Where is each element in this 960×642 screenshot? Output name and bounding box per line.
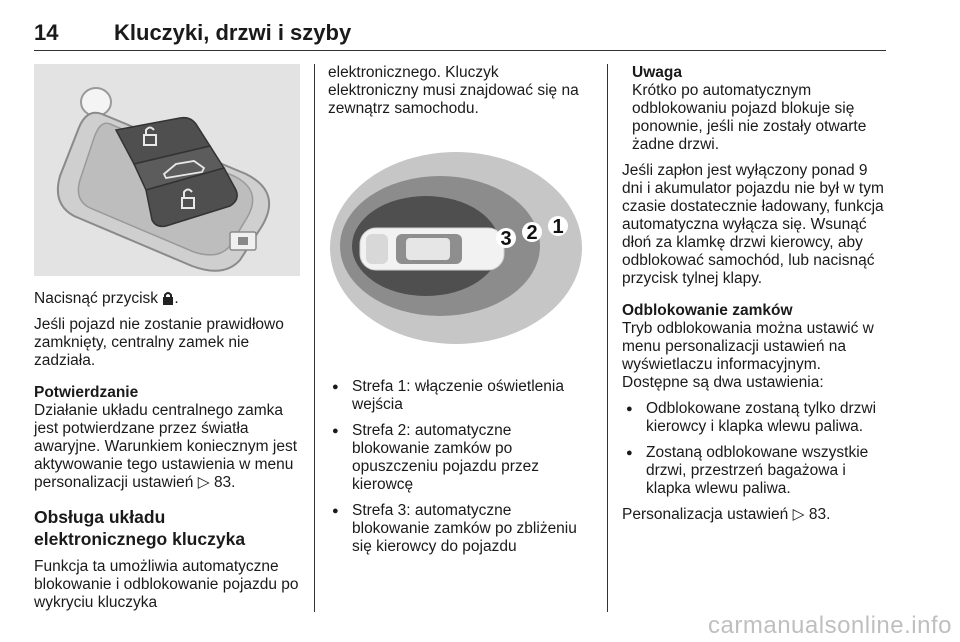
unlock-text: Tryb odblokowania można ustawić w menu personalizacji ustawień na wyświetlaczu informacyjnym. Dostępne są dwa ustawienia: [622, 320, 874, 391]
press-text-suffix: . [174, 290, 179, 307]
note-text: Krótko po automatycznym odblokowaniu pojazd blokuje się ponownie, jeśli nie zostały otwarte żadne drzwi. [632, 82, 867, 153]
unlock-option: ● Odblokowane zostaną tylko drzwi kierowcy i klapka wlewu paliwa. [622, 400, 888, 436]
zone-item: ● Strefa 1: włączenie oświetlenia wejścia [328, 378, 592, 414]
personalization-prefix: Personalizacja ustawień [622, 506, 789, 523]
electronic-key-heading: Obsługa układu elektronicznego kluczyka [34, 507, 246, 549]
not-closed-text: Jeśli pojazd nie zostanie prawidłowo zamknięty, centralny zamek nie zadziała. [34, 316, 284, 369]
ref-arrow-icon: ▷ [197, 474, 210, 491]
unlock-options-list [622, 400, 888, 498]
zone-label-1: 1 [552, 216, 564, 238]
note-box [622, 64, 888, 154]
column-divider-2 [607, 64, 608, 612]
page-header [34, 8, 886, 50]
ignition-text: Jeśli zapłon jest wyłączony ponad 9 dni i akumulator pojazdu nie był w tym czasie dostatecznie ładowany, funkcja automatyczna wyłącza się. Wsunąć dłoń za klamkę drzwi kierowcy, aby odblokować samochód, lub nacisnąć przycisk tylnej klapy. [622, 162, 884, 287]
confirm-ref: 83. [213, 474, 236, 491]
header-rule [34, 50, 886, 51]
zones-list [328, 378, 592, 556]
electronic-key-text: Funkcja ta umożliwia automatyczne blokowanie i odblokowanie pojazdu po wykryciu kluczyka [34, 558, 299, 611]
confirm-heading: Potwierdzanie [34, 384, 139, 401]
watermark: carmanualsonline.info [708, 612, 952, 639]
zone-label-2: 2 [526, 222, 538, 244]
page-title: Kluczyki, drzwi i szyby [114, 20, 352, 45]
zones-diagram [328, 134, 592, 358]
column-divider-1 [314, 64, 315, 612]
key-fob-illustration [34, 64, 300, 276]
press-text-prefix: Nacisnąć przycisk [34, 290, 159, 307]
ref-arrow-icon: ▷ [792, 506, 805, 523]
column-1 [34, 64, 300, 620]
unlock-heading: Odblokowanie zamków [622, 302, 793, 319]
column-3 [622, 64, 888, 532]
zone-item: ● Strefa 3: automatyczne blokowanie zamków po zbliżeniu się kierowcy do pojazdu [328, 502, 592, 556]
continuation-text: elektronicznego. Kluczyk elektroniczny musi znajdować się na zewnątrz samochodu. [328, 64, 579, 117]
confirm-body: Działanie układu centralnego zamka jest potwierdzane przez światła awaryjne. Warunkiem koniecznym jest aktywowanie tego ustawienia w menu personalizacji ustawień [34, 402, 298, 491]
zone-label-3: 3 [500, 228, 512, 250]
lock-icon [162, 291, 174, 305]
column-2 [328, 64, 592, 564]
page-number: 14 [34, 20, 59, 45]
note-title: Uwaga [632, 64, 682, 81]
confirm-text [34, 402, 300, 492]
press-button-text [34, 290, 300, 308]
zone-item: ● Strefa 2: automatyczne blokowanie zamków po opuszczeniu pojazdu przez kierowcę [328, 422, 592, 494]
personalization-text [622, 506, 888, 524]
unlock-option: ● Zostaną odblokowane wszystkie drzwi, przestrzeń bagażowa i klapka wlewu paliwa. [622, 444, 888, 498]
personalization-ref: 83. [808, 506, 831, 523]
